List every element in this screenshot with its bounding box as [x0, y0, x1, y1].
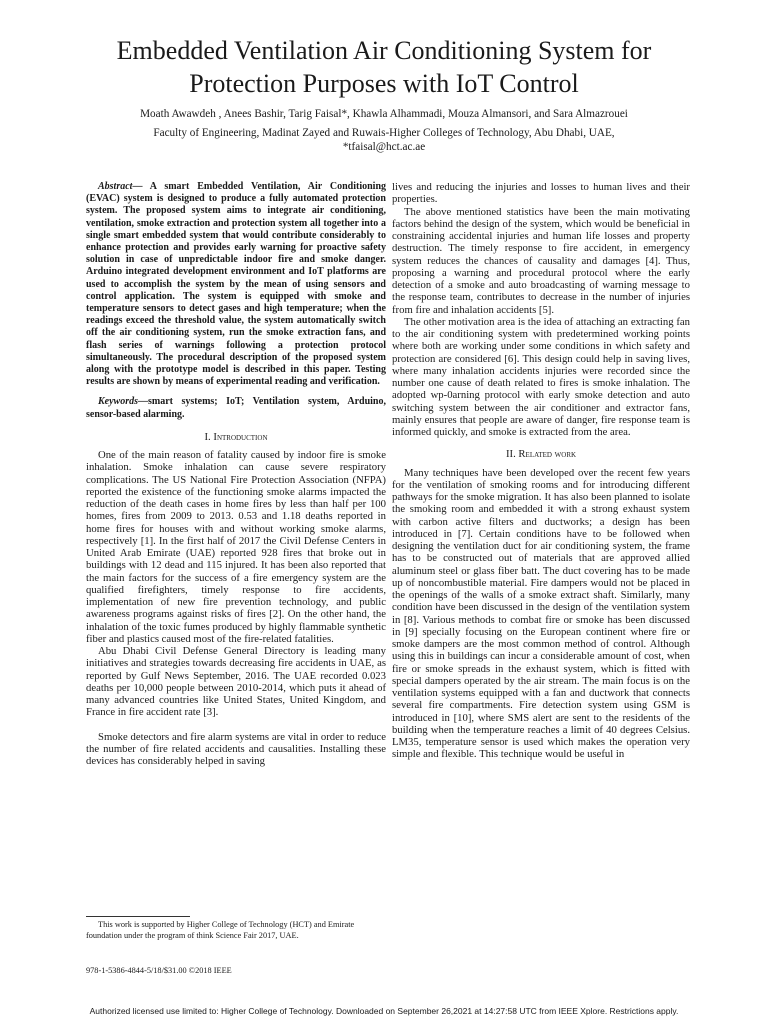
abstract-text: — A smart Embedded Ventilation, Air Conditioning (EVAC) system is designed to produce a fully automated protection system. The proposed system aims to integrate air conditioning, ventilation, smoke extraction and protection system all together into a single smart embedded system that would contribute considerably to enhance protection and provides early warning for proactive safety solution in case of unpredictable indoor fire and smoke danger. Arduino integrated development environment and IoT platforms are used to accomplish the system by the mean of using sensors and control application. The system is equipped with smoke and temperature sensors to detect gases and high temperature; when the readings exceed the threshold value, the system automatically switch off the air conditioning system, run the smoke extraction fans, and flash series of warnings following a protection protocol simultaneously. The procedural description of the proposed system along with the prototype model is described in this paper. Testing results are shown by means of experimental reading and verification. — [86, 181, 386, 388]
footnote-divider — [86, 916, 190, 917]
affiliation: Faculty of Engineering, Madinat Zayed and Ruwais-Higher Colleges of Technology, Abu Dhabi, UAE, — [153, 127, 615, 139]
right-column — [392, 181, 690, 761]
intro-paragraph-3-cont: lives and reducing the injuries and losses to human lives and their properties. — [392, 181, 690, 206]
author-list: Moath Awawdeh , Anees Bashir, Tarig Faisal*, Khawla Alhammadi, Mouza Almansori, and Sara Almazrouei — [140, 108, 628, 120]
funding-footnote: This work is supported by Higher College of Technology (HCT) and Emirate foundation under the program of think Science Fair 2017, UAE. — [86, 920, 355, 940]
corresponding-email: *tfaisal@hct.ac.ae — [342, 141, 426, 153]
section-heading-introduction: I. Introduction — [204, 430, 268, 443]
keywords-text: —smart systems; IoT; Ventilation system, Arduino, sensor-based alarming. — [86, 396, 386, 420]
license-notice: Authorized licensed use limited to: Higher College of Technology. Downloaded on September 26,2021 at 14:27:58 UTC from IEEE Xplore. Restrictions apply. — [89, 1006, 679, 1016]
intro-paragraph-2: Abu Dhabi Civil Defense General Directory is leading many initiatives and strategies towards decreasing fire accidents in UAE, as reported by Gulf News September, 2016. The UAE recorded 0.023 deaths per 10,000 people between 2010-2014, which puts it ahead of many advanced countries like United States, United Kingdom, and France in fire accident rate [3]. — [86, 645, 386, 719]
abstract-label: Abstract — [98, 181, 133, 192]
section-heading-related-work: II. Related work — [505, 448, 577, 461]
affiliation-block — [30, 126, 738, 154]
related-work-paragraph-1: Many techniques have been developed over the recent few years for the ventilation of smoking rooms and for introducing different pathways for the smoke migration. It has also been planned to isolate the smoking room and embedded it with a strong exhaust system with carbon active filters and ductworks; a design has been introduced in [7]. Certain conditions have to be followed when designing the ventilation duct for air conditioning system, the frame has to be constructed out of materials that are approved allied aluminum steel or glass fiber batt. The duct covering has to be made up of noncombustible material. Fire dampers would not be placed in the openings of the walls of a smoke extract shaft. Similarly, many condition have been discussed in the design of the ventilation system in [8]. Various methods to combat fire or smoke has been discussed in [9] specially focusing on the European continent where fire or smoke dampers are the most common method of control. Although using this in buildings can incur a considerable amount of cost, when fire or smoke spreads in the exhaust system, which is fitted with special dampers operated by the air stream. The main focus is on the ventilation systems equipped with a fan and ductwork that connects several fire compartments. Fire detection system using GSM is introduced in [10], where SMS alert are sent to the residents of the building when the temperature reaches a limit of 40 degrees Celsius. LM35, temperature sensor is used which makes the operation very simple and flexible. This technique would be useful in — [392, 466, 690, 761]
intro-paragraph-3: Smoke detectors and fire alarm systems are vital in order to reduce the number of fire related accidents and causalities. Installing these devices has considerably helped in saving — [86, 730, 386, 768]
intro-paragraph-1: One of the main reason of fatality caused by indoor fire is smoke inhalation. Smoke inhalation can cause severe respiratory complications. The US National Fire Protection Association (NFPA) reported the existence of the functioning smoke alarms impacted the reduction of the death cases in home fires by less than half per 100 homes, fires from 2009 to 2013. 0.53 and 1.18 deaths reported in home fires for houses with and without working smoke alarms, respectively [1]. In the first half of 2017 the Civil Defense Centers in United Arab Emirate (UAE) reported 928 fires that broke out in buildings with 12 dead and 115 injured. It has been also reported that the main factors for the success of a fire emergency system are the qualified firefighters, timely response to fire accidents, implementation of new fire prevention technology, and public awareness programs against risks of fires [2]. On the other hand, the inhalation of the toxic fumes produced by highly flammable synthetic fiber and plastics caused most of the fire-related fatalities. — [86, 449, 386, 645]
title-line-1: Embedded Ventilation Air Conditioning System for — [116, 36, 652, 65]
abstract — [86, 181, 386, 388]
intro-paragraph-5: The other motivation area is the idea of attaching an extracting fan to the air conditioning system with predetermined working points where both are working under some conditions in which safety and protection are considered [6]. This design could help in saving lives, where many inhalation accidents injuries were recorded since the number one cause of death related to fires is smoke inhalation. The adopted wp-0arning protocol with early smoke detection and auto switching system between the air conditioner and extractor fans, mainly ensures that people are aware of danger, fire response team is informed quickly, and smoke is extracted from the area. — [392, 315, 690, 438]
left-column — [86, 181, 386, 767]
intro-paragraph-4: The above mentioned statistics have been the main motivating factors behind the design of the system, which would be beneficial in constraining accidental injuries and human life losses and property destruction. The timely response to fire accident, in emergency system reduces the chances of causality and damages [4]. Thus, proposing a warning and procedural protocol where the early detection of a smoke and auto broadcasting of warning message to the response team, contributes to decrease in the number of injuries from fire and inhalation accidents [5]. — [392, 205, 690, 316]
paper-title — [30, 34, 738, 100]
keywords-label: Keywords — [98, 396, 138, 408]
keywords — [86, 396, 386, 420]
copyright-line: 978-1-5386-4844-5/18/$31.00 ©2018 IEEE — [86, 966, 232, 975]
title-line-2: Protection Purposes with IoT Control — [189, 69, 579, 98]
